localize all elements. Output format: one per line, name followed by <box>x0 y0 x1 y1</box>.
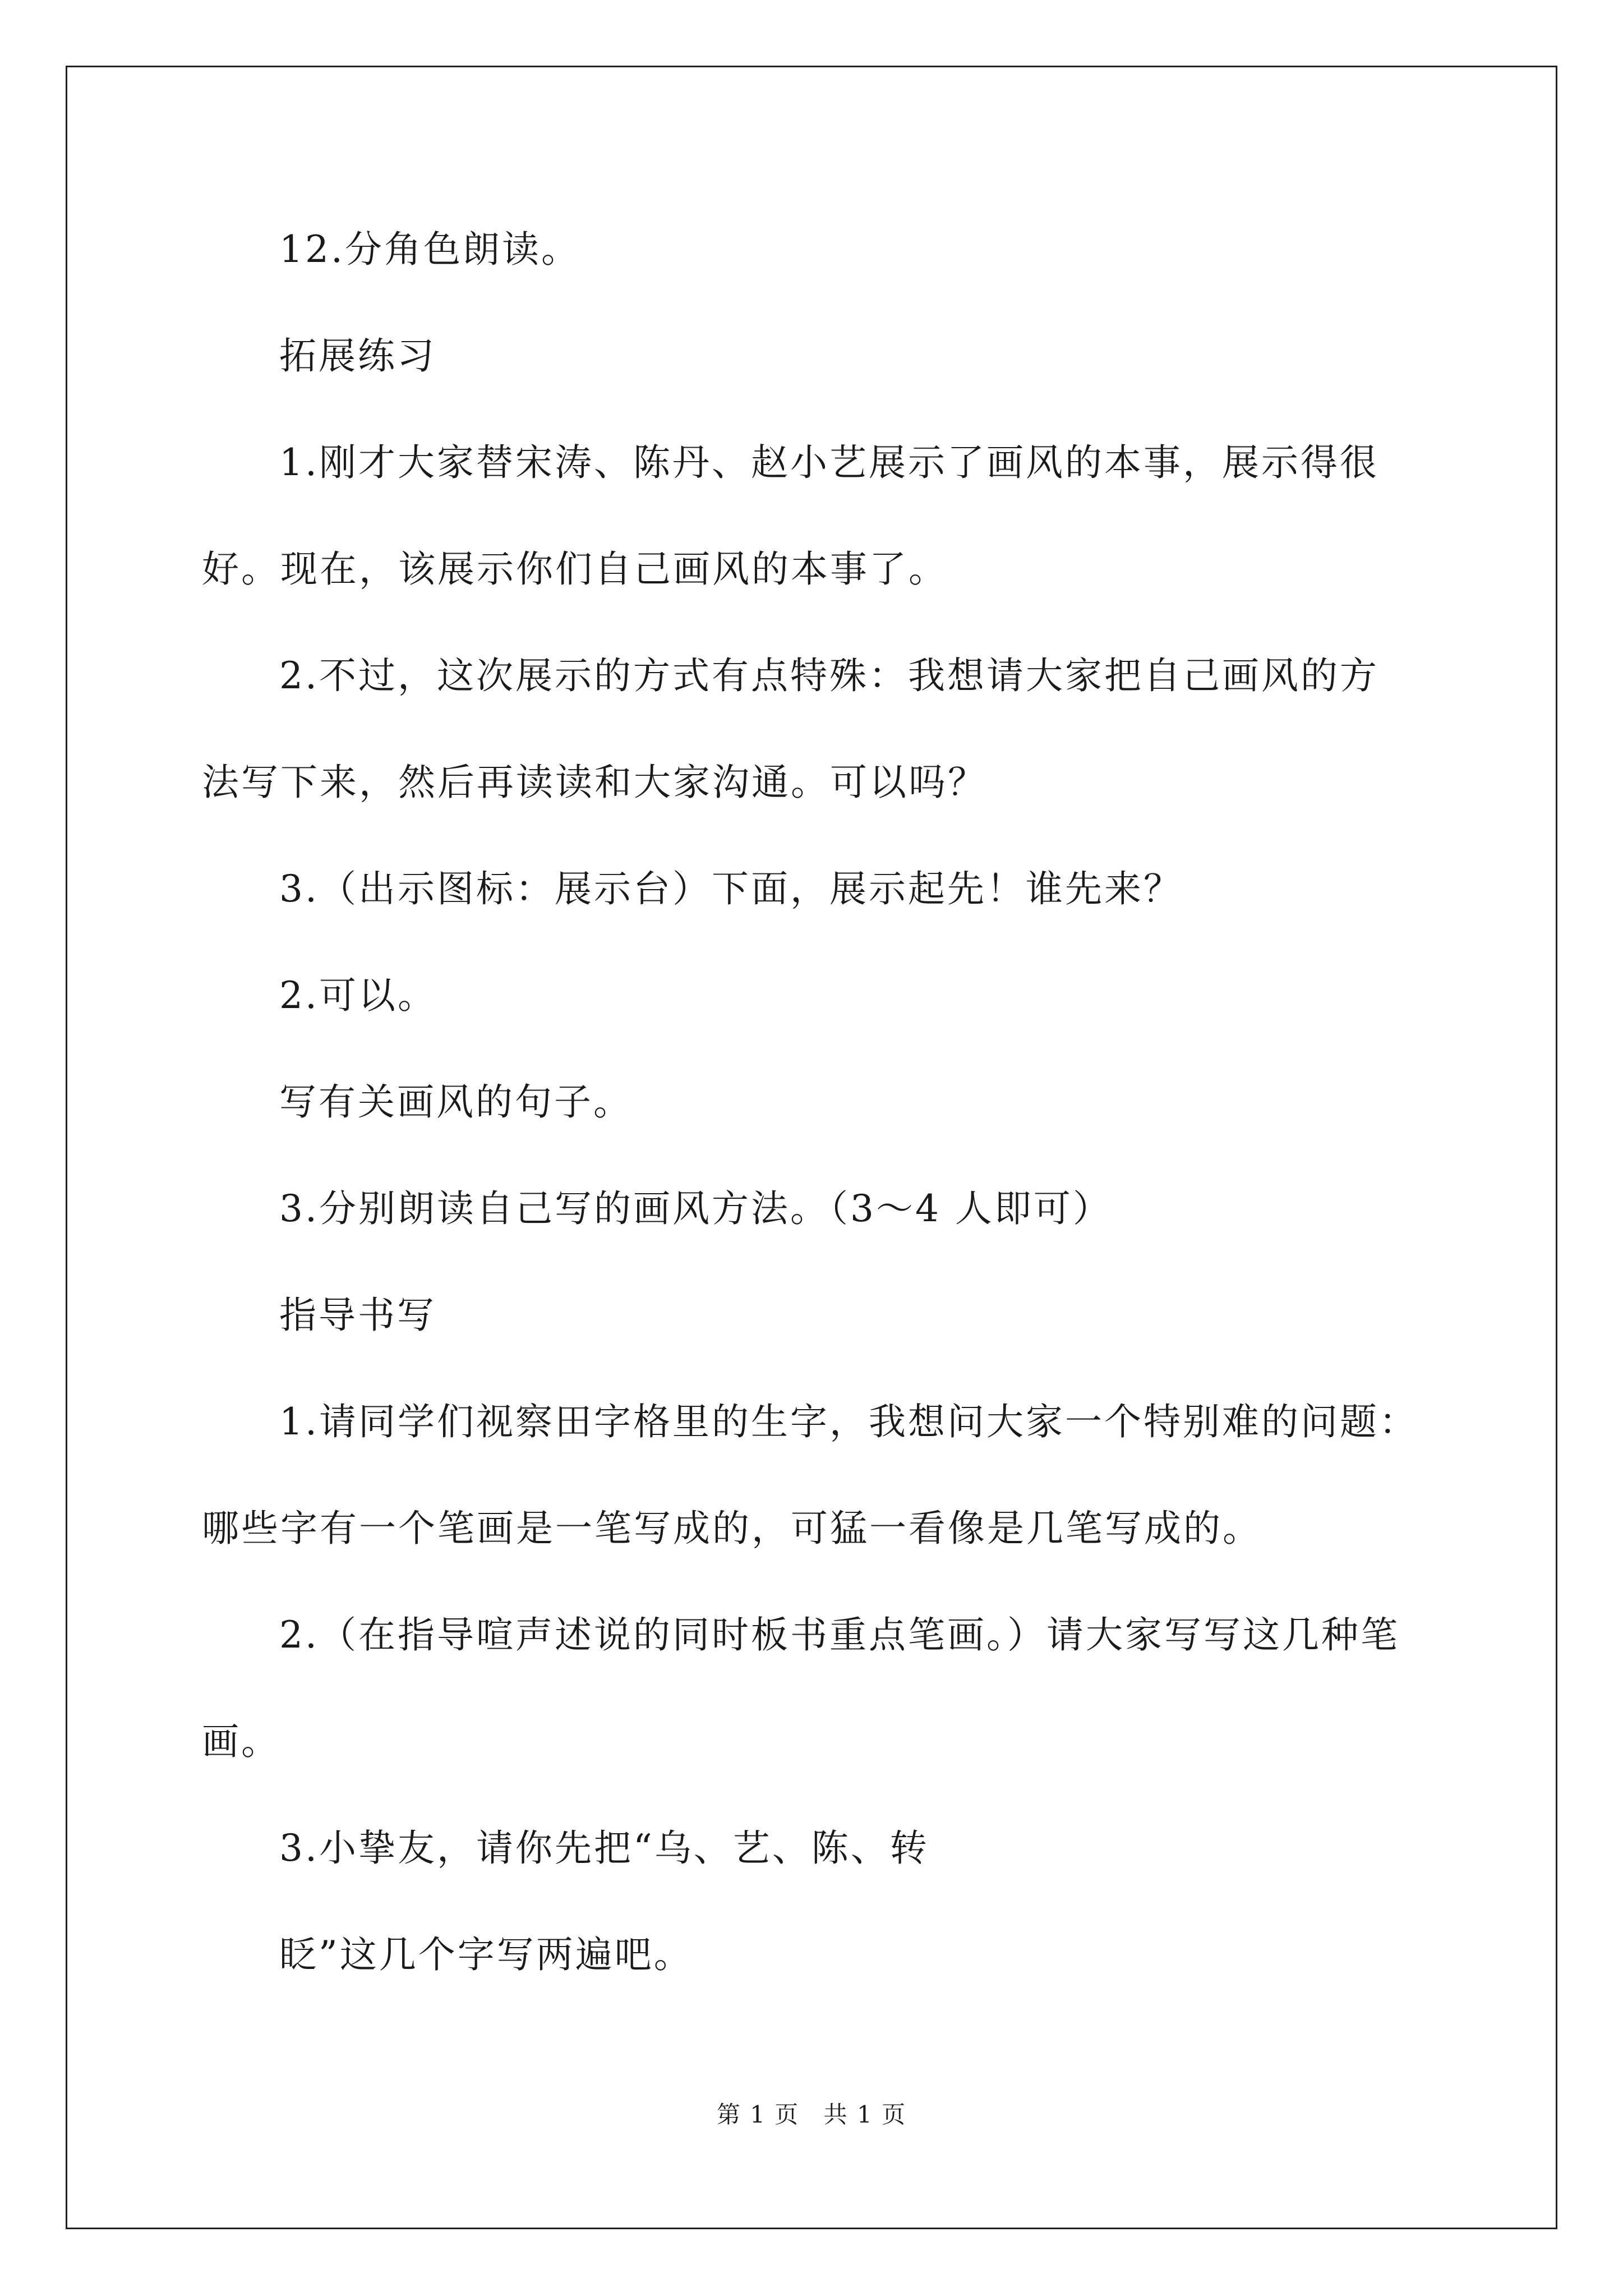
paragraph-line: 2.不过，这次展示的方式有点特殊：我想请大家把自己画风的方 <box>279 654 1379 697</box>
paragraph-line: 好。现在，该展示你们自己画风的本事了。 <box>202 547 948 591</box>
paragraph-line: 3.（出示图标：展示台）下面，展示起先！谁先来？ <box>279 867 1183 910</box>
paragraph-line: 2.可以。 <box>279 974 437 1017</box>
section-heading: 拓展练习 <box>279 334 436 378</box>
page-frame <box>66 66 1557 2229</box>
page-number: 第 1 页 <box>716 2101 800 2128</box>
paragraph-line: 1.刚才大家替宋涛、陈丹、赵小艺展示了画风的本事，展示得很 <box>279 441 1379 484</box>
paragraph-line: 法写下来，然后再读读和大家沟通。可以吗？ <box>202 761 987 804</box>
paragraph-line: 3.分别朗读自己写的画风方法。（3～4 人即可） <box>279 1187 1112 1230</box>
paragraph-line: 1.请同学们视察田字格里的生字，我想问大家一个特别难的问题： <box>279 1400 1418 1443</box>
section-heading: 指导书写 <box>279 1294 436 1337</box>
page-footer <box>0 2098 1623 2132</box>
page-total: 共 1 页 <box>823 2101 907 2128</box>
paragraph-line: 3.小挚友，请你先把“乌、艺、陈、转 <box>279 1826 929 1870</box>
paragraph-line: 2.（在指导喧声述说的同时板书重点笔画。）请大家写写这几种笔 <box>279 1613 1400 1657</box>
paragraph-line: 画。 <box>202 1720 280 1763</box>
paragraph-line: 写有关画风的句子。 <box>279 1080 633 1124</box>
paragraph-line: 眨”这几个字写两遍吧。 <box>279 1933 693 1976</box>
paragraph-line: 12.分角色朗读。 <box>279 228 580 271</box>
paragraph-line: 哪些字有一个笔画是一笔写成的，可猛一看像是几笔写成的。 <box>202 1507 1262 1550</box>
